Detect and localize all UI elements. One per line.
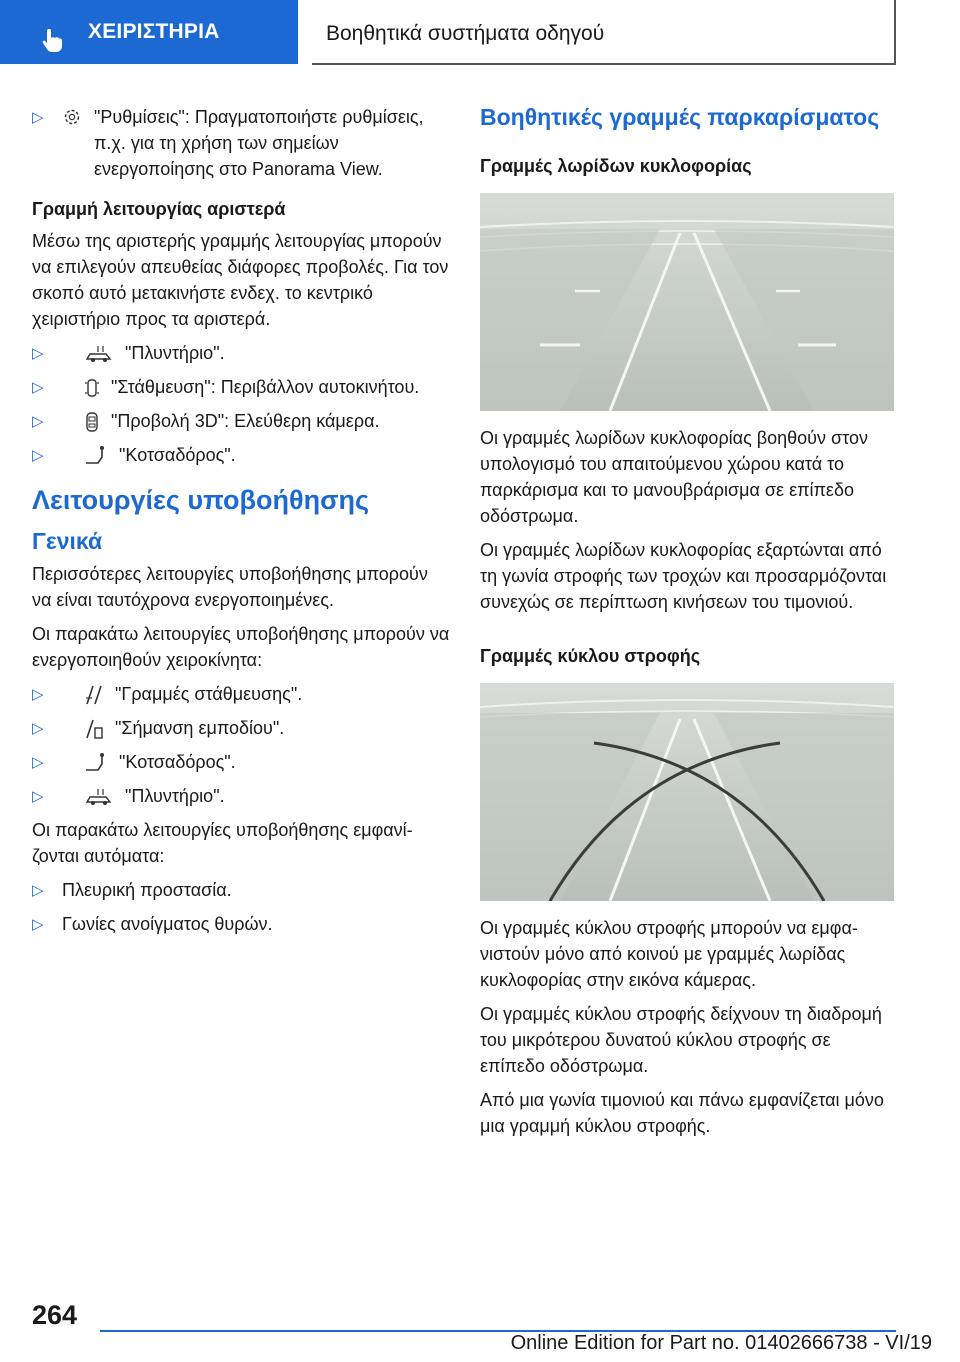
page-number: 264 [32, 1300, 78, 1330]
trailer-hitch-icon [84, 752, 108, 774]
turning-circle-lines-illustration [480, 683, 894, 901]
turning-paragraph-1: Οι γραμμές κύκλου στροφής μπορούν να εμφανιστούν μόνο από κοινού με γραμμές λωρίδας κυκλοφορίας στην εικόνα κάμερας. [480, 918, 858, 990]
view-3d: "Προβολή 3D": Ελεύθερη κάμερα. [111, 411, 380, 431]
triangle-bullet-icon: ▷ [32, 788, 44, 805]
triangle-bullet-icon: ▷ [32, 882, 44, 899]
triangle-bullet-icon: ▷ [32, 109, 44, 126]
edition-footer: Online Edition for Part no. 01402666738 - VI/19 [510, 1332, 932, 1354]
list-item [32, 749, 452, 775]
manual-car-wash: "Πλυντήριο". [125, 786, 225, 806]
parking-lines-icon [84, 684, 104, 706]
chapter-tab-label: ΧΕΙΡΙΣΤΗΡΙΑ [88, 20, 220, 43]
auto-side-protection: Πλευρική προστασία. [62, 880, 232, 900]
parking-car-top-icon [84, 377, 100, 399]
3d-view-car-icon [84, 411, 100, 433]
general-paragraph-1: Περισσότερες λειτουργίες υποβοήθησης μπορούν να είναι ταυτόχρονα ενεργοποιημένες. [32, 564, 428, 610]
view-trailer-hitch: "Κοτσαδόρος". [119, 445, 236, 465]
auto-door-angles: Γωνίες ανοίγματος θυρών. [62, 914, 273, 934]
triangle-bullet-icon: ▷ [32, 379, 44, 396]
manual-obstacle-marking: "Σήμανση εμποδίου". [115, 718, 285, 738]
general-paragraph-2: Οι παρακάτω λειτουργίες υποβοήθησης μπορούν να ενεργοποιηθούν χειροκίνητα: [32, 624, 450, 670]
list-item [32, 408, 452, 434]
chapter-tab [0, 0, 298, 64]
triangle-bullet-icon: ▷ [32, 447, 44, 464]
list-item [32, 681, 452, 707]
left-button-text: Μέσω της αριστερής γραμμής λειτουργίας μπορούν να επιλεγούν απευθείας διάφορες προβολές. Για τον σκοπό αυτό μετακινήστε ενδεχ. το κεντρικό χειριστήριο προς τα αριστερά. [32, 231, 449, 329]
car-wash-icon [84, 344, 114, 364]
settings-item-text: "Ρυθμίσεις": Πραγματοποιήστε ρυθμίσεις, π.χ. για τη χρήση των σημείων ενεργοποίησης στο Panorama View. [94, 107, 424, 179]
list-item [32, 442, 452, 468]
list-item [32, 374, 452, 400]
triangle-bullet-icon: ▷ [32, 413, 44, 430]
turning-paragraph-3: Από μια γωνία τιμονιού και πάνω εμφανίζεται μόνο μια γραμμή κύκλου στροφής. [480, 1090, 884, 1136]
assist-functions-heading: Λειτουργίες υποβοήθησης [32, 485, 370, 515]
gear-icon [62, 107, 82, 127]
view-car-wash: "Πλυντήριο". [125, 343, 225, 363]
car-wash-icon [84, 787, 114, 807]
obstacle-marking-icon [84, 718, 104, 740]
triangle-bullet-icon: ▷ [32, 345, 44, 362]
list-item [32, 104, 452, 182]
left-button-heading: Γραμμή λειτουργίας αριστερά [32, 199, 286, 219]
list-item [32, 877, 452, 903]
list-item [32, 715, 452, 741]
right-column [480, 102, 896, 1147]
turning-circle-heading: Γραμμές κύκλου στροφής [480, 646, 701, 666]
view-parking: "Στάθμευση": Περιβάλλον αυτοκινήτου. [111, 377, 420, 397]
list-item [32, 783, 452, 809]
lane-paragraph-2: Οι γραμμές λωρίδων κυκλοφορίας εξαρτώνται από τη γωνία στροφής των τροχών και προσαρμόζονται συνεχώς σε περίπτωση κινήσεων του τιμονιού. [480, 540, 887, 612]
left-column [32, 104, 452, 945]
triangle-bullet-icon: ▷ [32, 720, 44, 737]
general-heading: Γενικά [32, 528, 103, 554]
manual-trailer-hitch: "Κοτσαδόρος". [119, 752, 236, 772]
auto-intro: Οι παρακάτω λειτουργίες υποβοήθησης εμφανίζονται αυτόματα: [32, 820, 413, 866]
turning-paragraph-2: Οι γραμμές κύκλου στροφής δείχνουν τη διαδρομή του μικρότερου δυνατού κύκλου στροφής σε επίπεδο οδόστρωμα. [480, 1004, 882, 1076]
parking-aid-lines-heading: Βοηθητικές γραμμές παρκαρίσματος [480, 104, 880, 130]
chapter-title: Βοηθητικά συστήματα οδηγού [326, 22, 605, 45]
list-item [32, 340, 452, 366]
lane-paragraph-1: Οι γραμμές λωρίδων κυκλοφορίας βοηθούν στον υπολογισμό του απαιτούμενου χώρου κατά το παρκάρισμα και το μανουβράρισμα σε επίπεδο οδόστρωμα. [480, 428, 868, 526]
trailer-hitch-icon [84, 445, 108, 467]
triangle-bullet-icon: ▷ [32, 754, 44, 771]
list-item [32, 911, 452, 937]
triangle-bullet-icon: ▷ [32, 686, 44, 703]
hand-pointer-icon [40, 27, 66, 53]
lane-lines-illustration [480, 193, 894, 411]
chapter-title-box [312, 0, 896, 65]
manual-parking-lines: "Γραμμές στάθμευσης". [115, 684, 303, 704]
triangle-bullet-icon: ▷ [32, 916, 44, 933]
lane-lines-heading: Γραμμές λωρίδων κυκλοφορίας [480, 156, 752, 176]
